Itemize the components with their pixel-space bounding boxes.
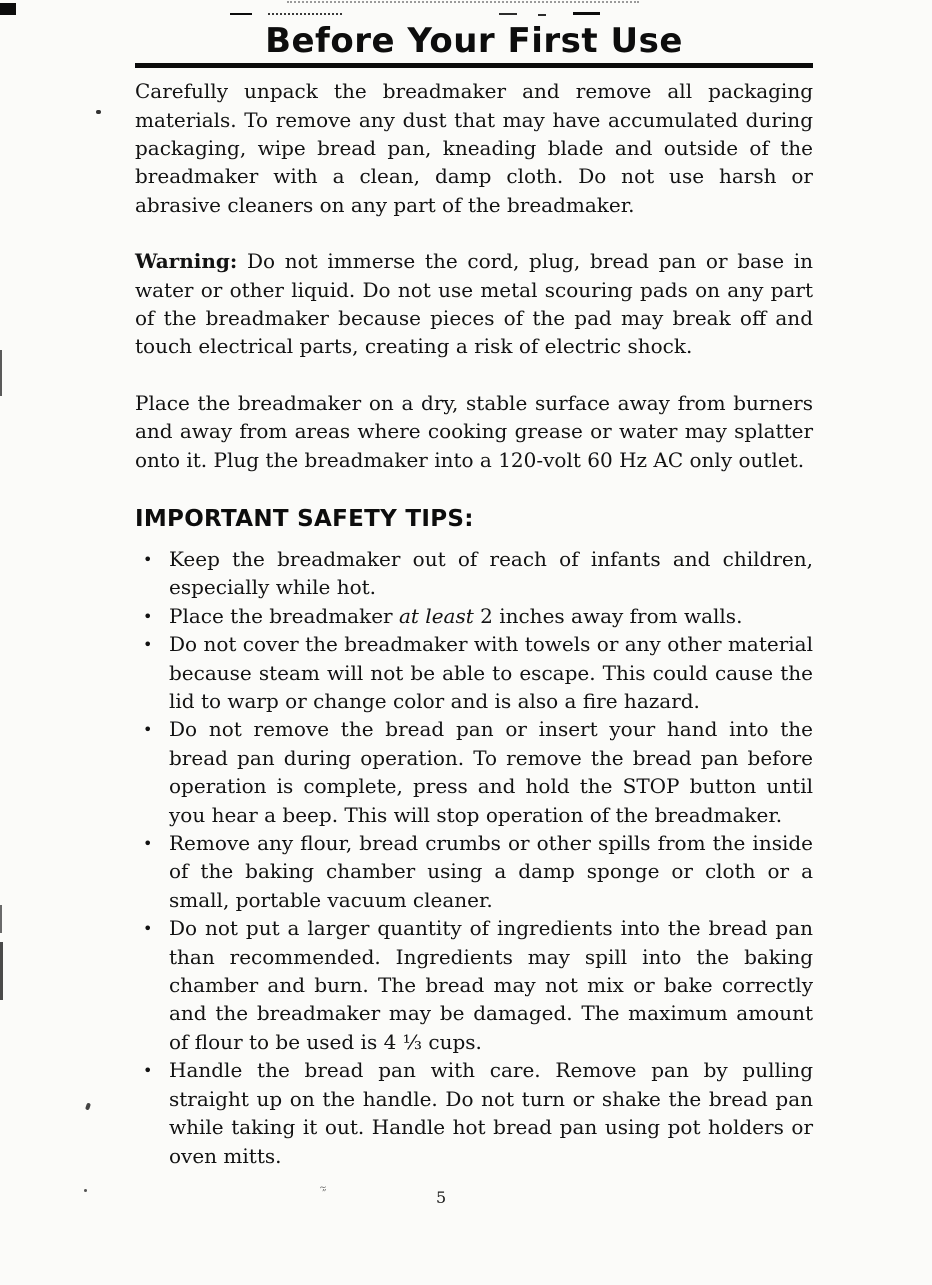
scan-artifact-edge-mark	[0, 942, 3, 1000]
section-header	[135, 22, 813, 68]
scan-artifact-edge-mark	[0, 905, 2, 933]
safety-tips-heading: IMPORTANT SAFETY TIPS:	[135, 505, 474, 532]
bullet-icon: •	[143, 919, 153, 939]
safety-tip	[143, 914, 813, 1056]
scan-artifact-speck	[96, 110, 101, 114]
scan-artifact-corner	[0, 3, 16, 15]
warning-label: Warning:	[135, 249, 238, 274]
safety-tip-text: Do not remove the bread pan or insert your hand into the bread pan during operation. To remove the bread pan before operation is complete, press and hold the STOP button until you hear a beep. This will stop operation of the breadmaker.	[169, 717, 813, 827]
bullet-icon: •	[143, 834, 153, 854]
placement-paragraph: Place the breadmaker on a dry, stable surface away from burners and away from areas where cooking grease or water may splatter onto it. Plug the breadmaker into a 120-volt 60 Hz AC only outlet.	[135, 390, 813, 472]
safety-tip-text-prefix: Place the breadmaker	[169, 603, 399, 628]
safety-tip-text-suffix: 2 inches away from walls.	[473, 603, 743, 628]
warning-body: Do not immerse the cord, plug, bread pan or base in water or other liquid. Do not use metal scouring pads on any part of the breadmaker because pieces of the pad may break off and touch electrical parts, creating a risk of electric shock.	[135, 249, 813, 359]
scan-artifact-squiggle: „̴	[322, 1183, 327, 1193]
safety-tip	[143, 715, 813, 829]
safety-tip-text	[169, 604, 742, 628]
scan-artifact-speck	[85, 1103, 91, 1111]
bullet-icon: •	[143, 1061, 153, 1081]
bullet-icon: •	[143, 720, 153, 740]
intro-paragraph: Carefully unpack the breadmaker and remove all packaging materials. To remove any dust that may have accumulated during packaging, wipe bread pan, kneading blade and outside of the breadmaker with a clean, damp cloth. Do not use harsh or abrasive cleaners on any part of the breadmaker.	[135, 79, 813, 217]
page-title: Before Your First Use	[265, 21, 683, 61]
warning-paragraph	[135, 247, 813, 361]
bullet-icon: •	[143, 635, 153, 655]
safety-tips-list	[135, 545, 813, 1170]
bullet-icon: •	[143, 606, 153, 626]
scan-artifact-speck	[84, 1189, 87, 1192]
safety-tip	[143, 829, 813, 914]
safety-tip-text: Remove any flour, bread crumbs or other spills from the inside of the baking chamber using a damp sponge or cloth or a small, portable vacuum cleaner.	[169, 831, 813, 912]
scan-artifact-dotted-line	[287, 1, 639, 3]
page-content	[135, 22, 813, 1170]
safety-tip	[143, 602, 813, 630]
safety-tip-text: Do not cover the breadmaker with towels or any other material because steam will not be able to escape. This could cause the lid to warp or change color and is also a fire hazard.	[169, 632, 813, 713]
safety-tip-text: Do not put a larger quantity of ingredients into the bread pan than recommended. Ingredients may spill into the baking chamber and burn. The bread may not mix or bake correctly and the breadmaker may be damaged. The maximum amount of flour to be used is 4 ⅓ cups.	[169, 916, 813, 1054]
safety-tip	[143, 1056, 813, 1170]
safety-tip	[143, 630, 813, 715]
safety-tip-text: Handle the bread pan with care. Remove pan by pulling straight up on the handle. Do not turn or shake the bread pan while taking it out. Handle hot bread pan using pot holders or oven mitts.	[169, 1058, 813, 1168]
scan-artifact-edge-mark	[0, 350, 2, 396]
scan-artifact-dash	[230, 13, 252, 15]
scan-artifact-dash	[499, 13, 517, 15]
bullet-icon: •	[143, 549, 153, 569]
safety-tip-text-italic: at least	[398, 603, 474, 628]
scan-artifact-dash	[268, 13, 342, 15]
scan-artifact-dash	[538, 14, 546, 16]
safety-tip	[143, 545, 813, 602]
page-number: 5	[436, 1188, 447, 1207]
scan-artifact-dash	[573, 12, 600, 15]
safety-tip-text: Keep the breadmaker out of reach of infants and children, especially while hot.	[169, 546, 813, 600]
